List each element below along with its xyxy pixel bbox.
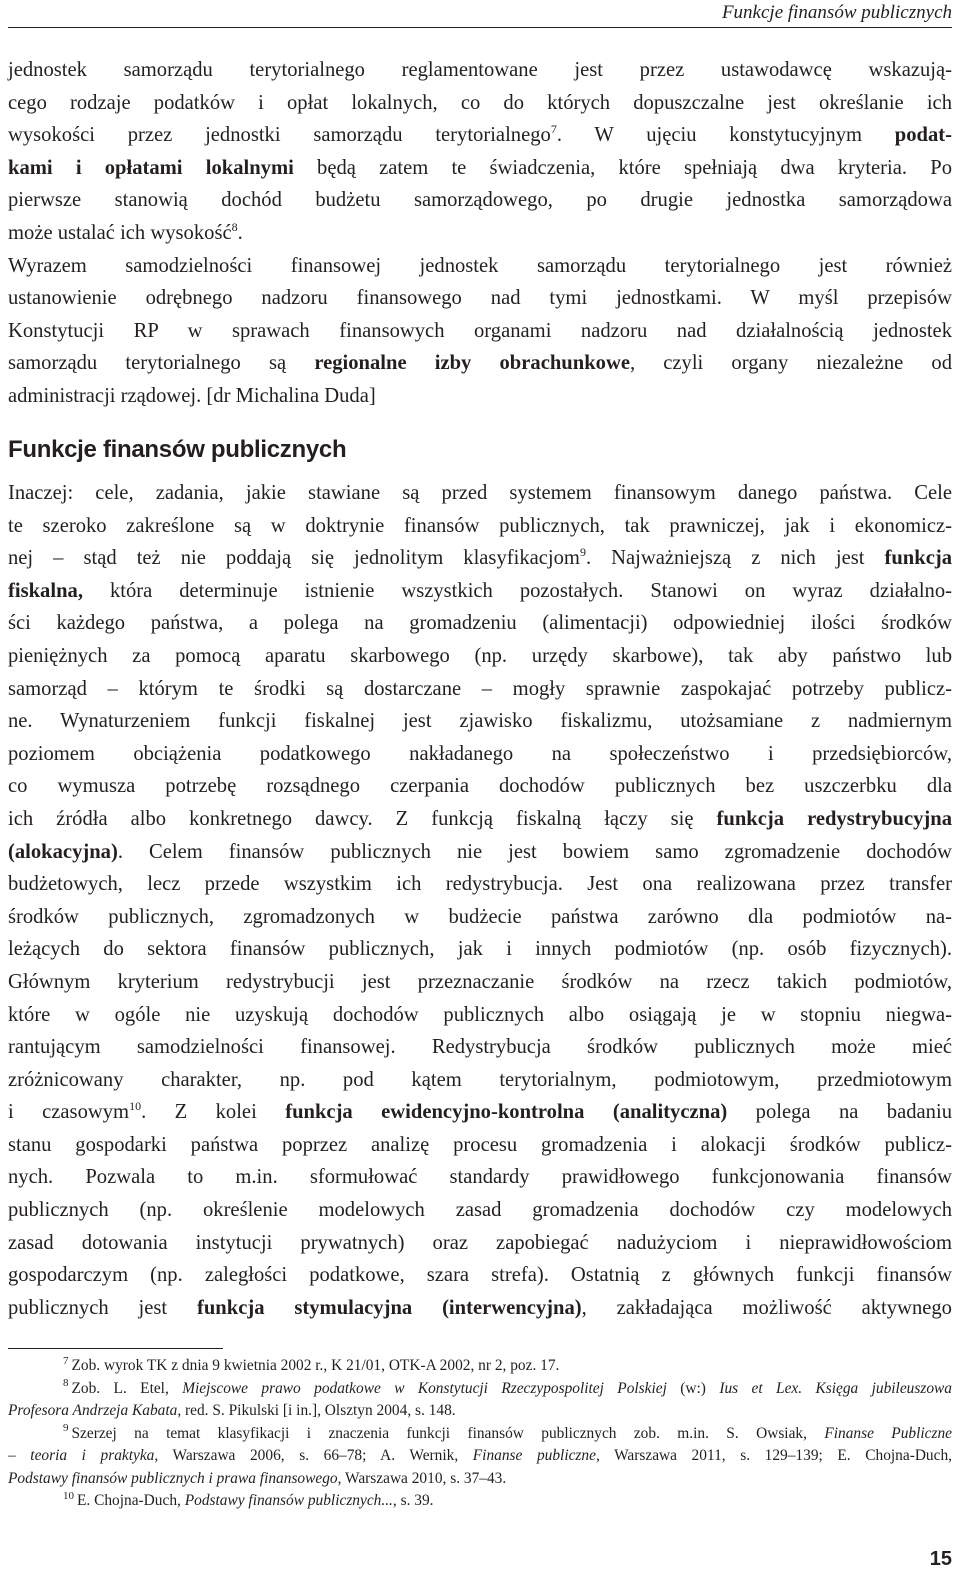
section-title: Funkcje finansów publicznych (8, 436, 347, 463)
text-line: poziomem obciążenia podatkowego nakładanego na społeczeństwo i przedsiębiorców, (8, 742, 952, 765)
text-line: gospodarczym (np. zaległości podatkowe, szara strefa). Ostatnią z głównych funkcji finansów (8, 1264, 952, 1287)
text-line: samorząd – którym te środki są dostarczane – mogły sprawnie zaspokajać potrzeby publicz- (8, 677, 952, 700)
header-rule (8, 27, 952, 28)
running-head: Funkcje finansów publicznych (721, 2, 952, 23)
text-line: administracji rządowej. [dr Michalina Duda] (8, 384, 376, 407)
text-line: ści każdego państwa, a polega na gromadzeniu (alimentacji) odpowiedniej ilości środków (8, 612, 952, 635)
text-line: kami i opłatami lokalnymi będą zatem te świadczenia, które spełniają dwa kryteria. Po (8, 156, 952, 179)
text-line: pieniężnych za pomocą aparatu skarbowego (np. urzędy skarbowe), tak aby państwo lub (8, 644, 952, 667)
text-line: samorządu terytorialnego są regionalne izby obrachunkowe, czyli organy niezależne od (8, 352, 953, 375)
text-line: ne. Wynaturzeniem funkcji fiskalnej jest zjawisko fiskalizmu, utożsamiane z nadmiernym (8, 710, 952, 733)
footnote-8-cont: Profesora Andrzeja Kabata, red. S. Pikulski [i in.], Olsztyn 2004, s. 148. (8, 1402, 456, 1419)
text-line: publicznych (np. określenie modelowych zasad gromadzenia dochodów czy modelowych (8, 1199, 952, 1222)
text-line: zasad dotowania instytucji prywatnych) oraz zapobiegać nadużyciom i nieprawidłowościom (8, 1231, 952, 1254)
text-line: cego rodzaje podatków i opłat lokalnych, co do których dopuszczalne jest określanie ich (8, 91, 952, 114)
footnote-9-cont: – teoria i praktyka, Warszawa 2006, s. 66–78; A. Wernik, Finanse publiczne, Warszawa 2011, s. 129–139; E. Chojna-Duch, (8, 1447, 952, 1464)
paragraph-2 (8, 477, 952, 1324)
text-line: publicznych jest funkcja stymulacyjna (interwencyjna), zakładająca możliwość aktywnego (8, 1296, 952, 1319)
text-line: rantującym samodzielności finansowej. Redystrybucja środków publicznych może mieć (8, 1036, 952, 1059)
footnote-rule (8, 1348, 223, 1349)
text-line: może ustalać ich wysokość$^8$. (8, 220, 243, 244)
text-line: nych. Pozwala to m.in. sformułować standardy prawidłowego funkcjonowania finansów (8, 1166, 952, 1189)
footnote-9: $^9$ Szerzej na temat klasyfikacji i znaczenia funkcji finansów publicznych zob. m.in. S. Owsiak, Finanse Publiczne (63, 1422, 952, 1442)
footnote-ref-10: 10 (129, 1099, 142, 1114)
text-line: ustanowienie odrębnego nadzoru finansowego nad tymi jednostkami. W myśl przepisów (8, 287, 952, 310)
footnote-8: $^8$ Zob. L. Etel, Miejscowe prawo podatkowe w Konstytucji Rzeczypospolitej Polskiej (w:) Ius et Lex. Księga jubileuszowa (63, 1377, 952, 1397)
text-line: (alokacyjna). Celem finansów publicznych nie jest bowiem samo zgromadzenie dochodów (8, 840, 952, 863)
text-line: leżących do sektora finansów publicznych, jak i innych podmiotów (np. osób fizycznych). (8, 938, 952, 961)
text-line: Inaczej: cele, zadania, jakie stawiane są przed systemem finansowym danego państwa. Cele (8, 482, 952, 504)
paragraph-1 (8, 54, 952, 413)
text-line: ich źródła albo konkretnego dawcy. Z funkcją fiskalną łączy się funkcja redystrybucyjna (8, 807, 952, 830)
text-line: Konstytucji RP w sprawach finansowych organami nadzoru nad działalnością jednostek (8, 319, 952, 342)
text-line: nej – stąd też nie poddają się jednolitym klasyfikacjom$^9$. Najważniejszą z nich jest funkcja (8, 545, 952, 570)
footnote-7: $^7$ Zob. wyrok TK z dnia 9 kwietnia 2002 r., K 21/01, OTK-A 2002, nr 2, poz. 17. (63, 1354, 560, 1374)
footnotes (8, 1355, 952, 1513)
footnote-ref-9: 9 (579, 545, 586, 560)
text-line: fiskalna, która determinuje istnienie wszystkich pozostałych. Stanowi on wyraz działalno- (8, 579, 952, 602)
text-line: Wyrazem samodzielności finansowej jednostek samorządu terytorialnego jest również (8, 254, 952, 277)
text-line: zróżnicowany charakter, np. pod kątem terytorialnym, podmiotowym, przedmiotowym (8, 1068, 952, 1091)
text-line: środków publicznych, zgromadzonych w budżecie państwa zarówno dla podmiotów na- (8, 905, 952, 928)
text-line: te szeroko zakreślone są w doktrynie finansów publicznych, tak prawniczej, jak i ekonomicz- (8, 514, 952, 537)
text-line: pierwsze stanowią dochód budżetu samorządowego, po drugie jednostka samorządowa (8, 189, 952, 212)
page-number: 15 (929, 1548, 952, 1570)
text-line: wysokości przez jednostki samorządu terytorialnego$^7$. W ujęciu konstytucyjnym podat- (8, 122, 952, 147)
text-line: które w ogóle nie uzyskują dochodów publicznych albo osiągają je w stopniu niegwa- (8, 1003, 952, 1026)
footnote-ref-7: 7 (550, 122, 557, 137)
text-line: jednostek samorządu terytorialnego reglamentowane jest przez ustawodawcę wskazują- (8, 59, 952, 81)
text-line: stanu gospodarki państwa poprzez analizę procesu gromadzenia i alokacji środków publicz- (8, 1133, 952, 1156)
text-line: Głównym kryterium redystrybucji jest przeznaczanie środków na rzecz takich podmiotów, (8, 970, 952, 993)
text-line: budżetowych, lecz przede wszystkim ich redystrybucja. Jest ona realizowana przez transfer (8, 873, 952, 896)
text-line: co wymusza potrzebę rozsądnego czerpania dochodów publicznych bez uszczerbku dla (8, 775, 952, 798)
footnote-9-cont: Podstawy finansów publicznych i prawa finansowego, Warszawa 2010, s. 37–43. (8, 1469, 507, 1487)
text-line: i czasowym$^{10}$. Z kolei funkcja ewidencyjno-kontrolna (analityczna) polega na badaniu (8, 1099, 952, 1124)
footnote-ref-8: 8 (231, 220, 238, 235)
footnote-10: $^{10}$ E. Chojna-Duch, Podstawy finansów publicznych..., s. 39. (63, 1489, 434, 1509)
